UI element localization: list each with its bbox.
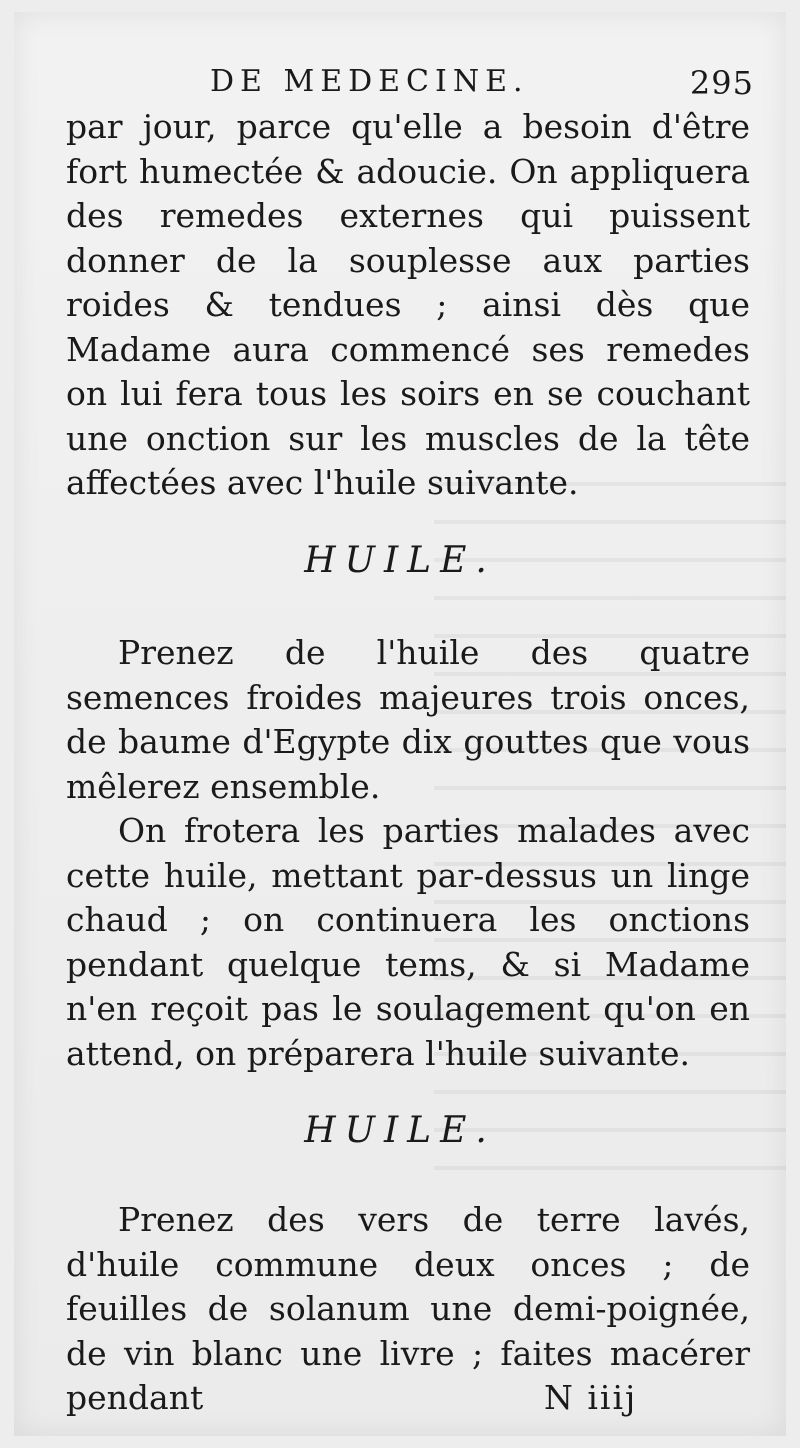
paragraph: Prenez de l'huile des quatre semences froides majeures trois onces, de baume d'Egypte dix gouttes que vous mêlerez ensemble. <box>66 633 750 806</box>
paragraph: par jour, parce qu'elle a besoin d'être fort humectée & adoucie. On appliquera des remedes externes qui puissent donner de la souplesse aux parties roides & tendues ; ainsi dès que Madame aura commencé ses remedes on lui fera tous les soirs en se couchant une onction sur les muscles de la tête affectées avec l'huile suivante. <box>66 107 750 502</box>
paragraph: On frotera les parties malades avec cette huile, mettant par-dessus un linge chaud ; on continuera les onctions pendant quelque tems, & si Madame n'en reçoit pas le soulagement qu'on en attend, on préparera l'huile suivante. <box>66 811 750 1073</box>
section-heading-huile-1: HUILE. <box>304 540 496 581</box>
paragraph: Prenez des vers de terre lavés, d'huile commune deux onces ; de feuilles de solanum une demi-poignée, de vin blanc une livre ; faites macérer pendant <box>66 1200 750 1417</box>
text-block-bottom <box>66 1198 750 1421</box>
book-page <box>14 12 786 1436</box>
running-title: DE MEDECINE. <box>210 64 529 99</box>
page-number: 295 <box>689 64 754 102</box>
section-heading-huile-2: HUILE. <box>304 1110 496 1151</box>
text-block-middle <box>66 631 750 1076</box>
signature-mark: N iiij <box>544 1378 638 1417</box>
text-block-top <box>66 105 750 506</box>
running-head <box>14 64 754 104</box>
